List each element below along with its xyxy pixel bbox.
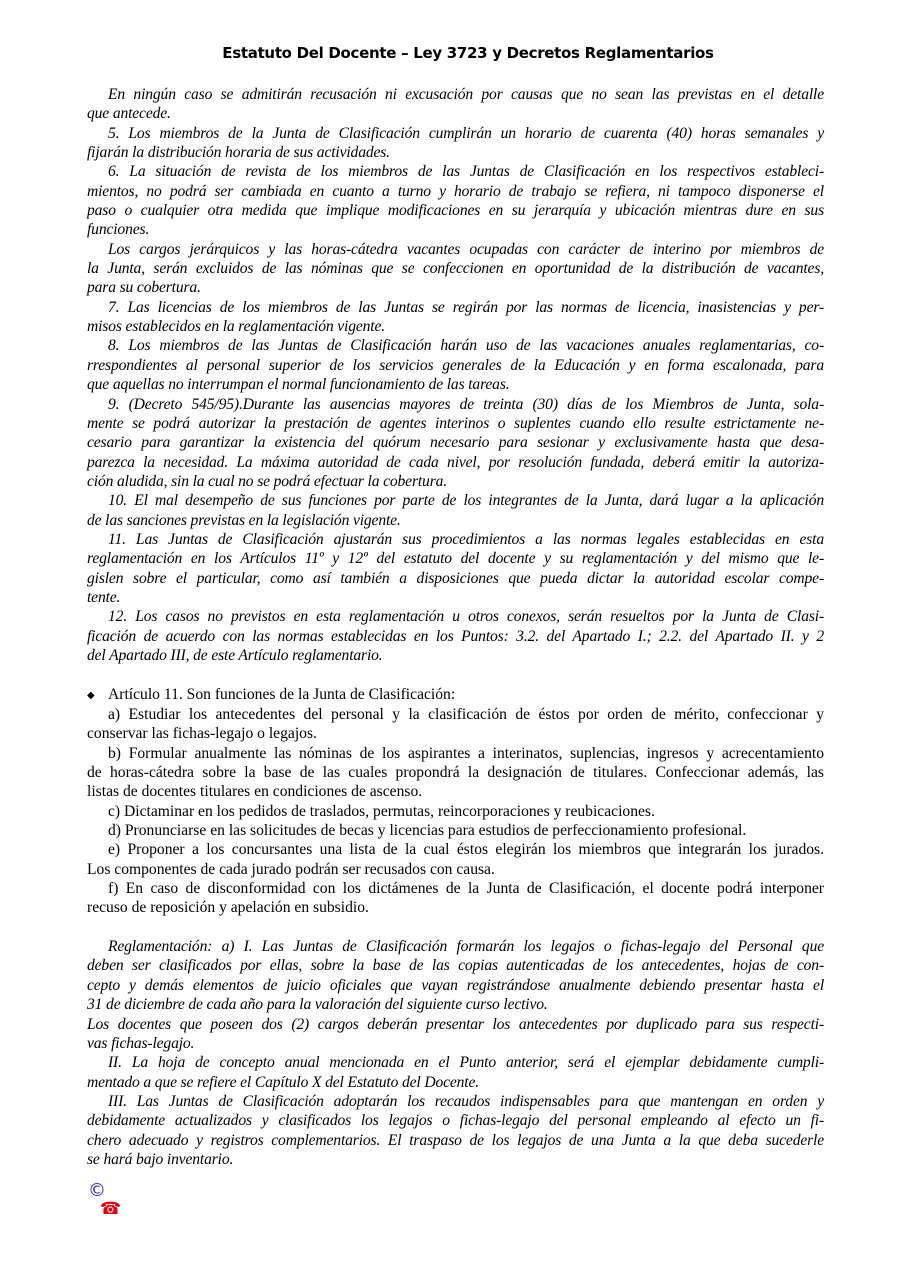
diamond-bullet-icon: ◆	[87, 689, 95, 701]
text-line	[87, 569, 824, 588]
paragraph	[87, 530, 824, 607]
line-text: 5. Los miembros de la Junta de Clasificación cumplirán un horario de cuarenta (40) horas semanales y	[108, 124, 824, 142]
line-text: Los componentes de cada jurado podrán ser recusados con causa.	[87, 860, 495, 878]
paragraph	[87, 240, 824, 298]
text-line	[87, 1053, 824, 1072]
text-line	[87, 85, 824, 104]
text-line	[87, 259, 824, 278]
line-text: En ningún caso se admitirán recusación ni excusación por causas que no sean las previstas en el detalle	[108, 86, 824, 103]
text-line	[87, 782, 824, 801]
section	[87, 685, 824, 918]
line-text: rrespondientes al personal superior de los servicios generales de la Educación y en forma escalonada, para	[87, 356, 824, 374]
line-text: 6. La situación de revista de los miembros de las Juntas de Clasificación en los respectivos estableci-	[108, 163, 824, 181]
line-text: 11. Las Juntas de Clasificación ajustarán sus procedimientos a las normas legales establecidas en esta	[108, 530, 824, 548]
text-line	[87, 182, 824, 201]
text-line	[87, 375, 824, 394]
copyright-icon: ©	[88, 1180, 106, 1201]
paragraph	[87, 879, 824, 918]
line-text: cepto y demás elementos de juicio oficiales que vayan registrándose anualmente debiendo presentar hasta el	[87, 976, 824, 994]
text-line	[87, 453, 824, 472]
line-text: mentado a que se refiere el Capítulo X del Estatuto del Docente.	[87, 1073, 479, 1091]
line-text: b) Formular anualmente las nóminas de los aspirantes a interinatos, suplencias, ingresos y acrecentamiento	[108, 744, 824, 762]
line-text: que antecede.	[87, 105, 171, 123]
paragraph	[87, 395, 824, 492]
text-line	[87, 162, 824, 181]
line-text: recuso de reposición y apelación en subsidio.	[87, 899, 369, 917]
text-line	[87, 646, 824, 665]
line-text: ficación de acuerdo con las normas establecidas en los Puntos: 3.2. del Apartado I.; 2.2. del Apartado II. y 2	[87, 627, 824, 645]
text-line	[87, 1015, 824, 1034]
text-line	[87, 549, 824, 568]
line-text: que aquellas no interrumpan el normal funcionamiento de las tareas.	[87, 376, 510, 394]
text-line	[87, 433, 824, 452]
line-text: del Apartado III, de este Artículo reglamentario.	[87, 646, 383, 664]
line-text: 9. (Decreto 545/95).Durante las ausencias mayores de treinta (30) días de los Miembros de Junta, sola-	[108, 395, 824, 413]
line-text: mientos, no podrá ser cambiada en cuanto a turno y horario de trabajo se refiera, ni tampoco disponerse el	[87, 182, 824, 200]
text-line	[87, 143, 824, 162]
text-line	[87, 414, 824, 433]
line-text: chero adecuado y registros complementarios. El traspaso de los legajos de una Junta a la que deba sucederle	[87, 1131, 824, 1149]
text-line	[87, 201, 824, 220]
text-line	[87, 240, 824, 259]
text-line	[87, 1131, 824, 1150]
text-line	[87, 336, 824, 355]
line-text: parezca la necesidad. La máxima autoridad de cada nivel, por resolución fundada, deberá emitir la autoriza-	[87, 453, 824, 471]
text-line	[87, 705, 824, 724]
paragraph	[87, 336, 824, 394]
line-text: fijarán la distribución horaria de sus actividades.	[87, 144, 390, 162]
text-line	[87, 937, 824, 956]
paragraph	[87, 1092, 824, 1169]
line-text: de las sanciones previstas en la legislación vigente.	[87, 511, 401, 529]
paragraph	[87, 1015, 824, 1054]
line-text: Reglamentación: a) I. Las Juntas de Clasificación formarán los legajos o fichas-legajo del Personal que	[108, 938, 824, 956]
text-line	[87, 530, 824, 549]
line-text: Los cargos jerárquicos y las horas-cátedra vacantes ocupadas con carácter de interino por miembros de	[108, 240, 824, 258]
text-line	[87, 763, 824, 782]
text-line	[87, 956, 824, 975]
paragraph	[87, 821, 824, 840]
paragraph	[87, 802, 824, 821]
line-text: III. Las Juntas de Clasificación adoptarán los recaudos indispensables para que mantengan en orden y	[108, 1092, 824, 1110]
text-line	[87, 395, 824, 414]
line-text: 8. Los miembros de las Juntas de Clasificación harán uso de las vacaciones anuales reglamentarias, co-	[108, 337, 824, 355]
line-text: deben ser clasificados por ellas, sobre la base de las copias autenticadas de los antecedentes, hojas de con-	[87, 957, 824, 975]
line-text: 31 de diciembre de cada año para la valoración del siguiente curso lectivo.	[87, 996, 548, 1014]
text-line	[87, 1111, 824, 1130]
section	[87, 85, 824, 665]
line-text: cesario para garantizar la existencia del quórum necesario para sesionar y exclusivamente hasta que desa-	[87, 434, 824, 452]
text-line	[87, 1150, 824, 1169]
text-line	[87, 976, 824, 995]
paragraph	[87, 1053, 824, 1092]
line-text: 12. Los casos no previstos en esta reglamentación u otros conexos, serán resueltos por la Junta de Clasi-	[108, 608, 824, 626]
text-line	[87, 879, 824, 898]
text-line	[87, 1092, 824, 1111]
text-line	[87, 995, 824, 1014]
line-text: misos establecidos en la reglamentación vigente.	[87, 318, 385, 336]
document-body	[87, 85, 824, 1169]
text-line	[87, 511, 824, 530]
text-line	[87, 744, 824, 763]
blank-line	[87, 665, 824, 684]
text-line	[87, 220, 824, 239]
line-text: Artículo 11. Son funciones de la Junta de Clasificación:	[108, 685, 456, 703]
line-text: vas fichas-legajo.	[87, 1034, 195, 1052]
text-line	[87, 685, 824, 705]
text-line	[87, 1073, 824, 1092]
paragraph	[87, 937, 824, 1014]
paragraph	[87, 162, 824, 239]
line-text: II. La hoja de concepto anual mencionada en el Punto anterior, será el ejemplar debidamente cumpli-	[108, 1054, 824, 1072]
text-line	[87, 607, 824, 626]
text-line	[87, 898, 824, 917]
line-text: listas de docentes titulares en condiciones de ascenso.	[87, 783, 423, 801]
section	[87, 937, 824, 1169]
text-line	[87, 588, 824, 607]
text-line	[87, 317, 824, 336]
blank-line	[87, 918, 824, 937]
text-line	[87, 104, 824, 123]
paragraph	[87, 744, 824, 802]
line-text: de horas-cátedra sobre la base de las cuales propondrá la designación de titulares. Confeccionar además, las	[87, 764, 824, 782]
line-text: tente.	[87, 588, 121, 606]
article-heading	[87, 685, 824, 705]
text-line	[87, 840, 824, 859]
line-text: debidamente actualizados y clasificados los legajos o fichas-legajo del personal empleando al efecto un fi-	[87, 1112, 824, 1130]
text-line	[87, 491, 824, 510]
paragraph	[87, 705, 824, 744]
text-line	[87, 724, 824, 743]
text-line	[87, 627, 824, 646]
text-line	[87, 472, 824, 491]
line-text: e) Proponer a los concursantes una lista de la cual éstos elegirán los miembros que integrarán los jurados.	[108, 841, 824, 859]
text-line	[87, 356, 824, 375]
line-text: 7. Las licencias de los miembros de las Juntas se regirán por las normas de licencia, inasistencias y per-	[108, 298, 824, 316]
line-text: mente se podrá autorizar la prestación de agentes interinos o suplentes cuando ello resulte estrictamente ne-	[87, 414, 824, 432]
telephone-icon: ☎	[100, 1199, 122, 1219]
paragraph	[87, 85, 824, 124]
line-text: c) Dictaminar en los pedidos de traslados, permutas, reincorporaciones y reubicaciones.	[108, 802, 655, 820]
line-text: f) En caso de disconformidad con los dictámenes de la Junta de Clasificación, el docente podrá interponer	[108, 880, 824, 898]
text-line	[87, 124, 824, 143]
line-text: ción aludida, sin la cual no se podrá efectuar la cobertura.	[87, 472, 448, 490]
text-line	[87, 298, 824, 317]
text-line	[87, 860, 824, 879]
paragraph	[87, 607, 824, 665]
text-line	[87, 278, 824, 297]
line-text: la Junta, serán excluidos de las nóminas que se confeccionen en oportunidad de la distribución de vacantes,	[87, 260, 824, 278]
text-line	[87, 802, 824, 821]
text-line	[87, 821, 824, 840]
paragraph	[87, 491, 824, 530]
paragraph	[87, 840, 824, 879]
line-text: Los docentes que poseen dos (2) cargos deberán presentar los antecedentes por duplicado para sus respecti-	[87, 1015, 824, 1033]
paragraph	[87, 124, 824, 163]
line-text: d) Pronunciarse en las solicitudes de becas y licencias para estudios de perfeccionamiento profesional.	[108, 822, 747, 840]
line-text: se hará bajo inventario.	[87, 1150, 234, 1168]
line-text: reglamentación en los Artículos 11º y 12º del estatuto del docente y su reglamentación y del mismo que le-	[87, 550, 824, 568]
footer-icons	[88, 1180, 121, 1219]
line-text: funciones.	[87, 221, 150, 239]
page-title: Estatuto Del Docente – Ley 3723 y Decretos Reglamentarios	[222, 44, 714, 62]
line-text: para su cobertura.	[87, 279, 201, 297]
line-text: conservar las fichas-legajo o legajos.	[87, 725, 317, 743]
line-text: gislen sobre el particular, como así también a disposiciones que pueda dictar la autoridad escolar compe-	[87, 569, 824, 587]
line-text: paso o cualquier otra medida que implique modificaciones en su jerarquía y ubicación mientras dure en sus	[87, 202, 824, 220]
text-line	[87, 1034, 824, 1053]
line-text: 10. El mal desempeño de sus funciones por parte de los integrantes de la Junta, dará lugar a la aplicación	[108, 492, 824, 510]
line-text: a) Estudiar los antecedentes del personal y la clasificación de éstos por orden de mérito, confeccionar y	[108, 706, 824, 723]
paragraph	[87, 298, 824, 337]
